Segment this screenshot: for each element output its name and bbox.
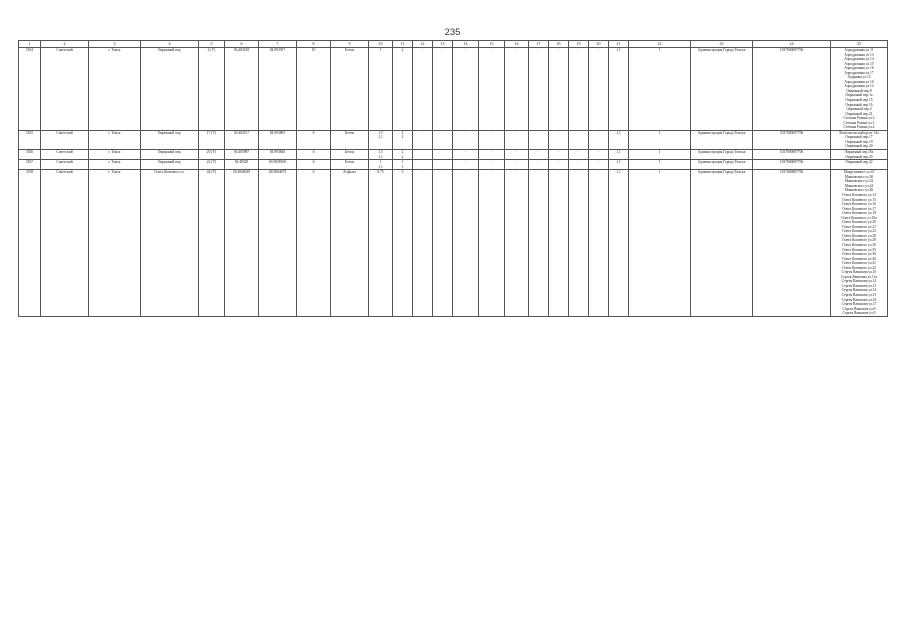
header-cell: 23 bbox=[691, 41, 753, 48]
table-cell: 2 2 bbox=[393, 150, 413, 160]
table-cell: г. Томск bbox=[89, 48, 141, 131]
table-cell: 2 bbox=[393, 48, 413, 131]
table-cell: Советский bbox=[41, 150, 89, 160]
table-cell: 1,5 1,1 bbox=[369, 150, 393, 160]
address-line: Олега Кошевого ул.30 bbox=[842, 242, 876, 247]
address-line: Степана Разина ул.2 bbox=[843, 116, 875, 121]
table-cell: - bbox=[433, 48, 453, 131]
header-cell: 16 bbox=[505, 41, 529, 48]
address-line: Сергея Вавилова ул.14 bbox=[841, 288, 877, 293]
table-cell: Овражный пер. bbox=[141, 160, 199, 170]
table-cell: 1,5 1,1 bbox=[369, 130, 393, 149]
address-line: Аэродромная ул.16 bbox=[844, 66, 874, 71]
address-line: Маяковского ул.30 bbox=[844, 174, 874, 179]
address-line: Сергея Вавилова ул.15 bbox=[841, 292, 877, 297]
table-cell-subvalue: 1 bbox=[401, 164, 404, 169]
table-cell: 84.993397 bbox=[259, 48, 297, 131]
table-cell: Бетон bbox=[331, 48, 369, 131]
table-cell: - bbox=[433, 170, 453, 317]
table-cell: 84.993846 bbox=[259, 150, 297, 160]
table-cell: 1037000087706 bbox=[753, 160, 831, 170]
address-line: Сергея Вавилова ул.16 bbox=[841, 297, 877, 302]
header-cell: 5 bbox=[199, 41, 225, 48]
table-cell: - bbox=[505, 48, 529, 131]
table-cell: 6 bbox=[297, 170, 331, 317]
address-line: Аэродромная ул.12 bbox=[844, 84, 874, 89]
table-cell: - bbox=[505, 170, 529, 317]
table-cell: - bbox=[549, 130, 569, 149]
address-line: Маяковского ул.32 bbox=[844, 179, 874, 184]
header-cell: 10 bbox=[369, 41, 393, 48]
address-line: Овражный пер.16 bbox=[845, 102, 873, 107]
table-cell: Бетон bbox=[331, 130, 369, 149]
table-cell: 1 bbox=[629, 130, 691, 149]
address-line: Овражный пер.22 bbox=[845, 160, 873, 165]
table-cell: 1037000087706 bbox=[753, 170, 831, 317]
table-cell-subvalue: 2 bbox=[401, 154, 404, 159]
table-cell: - bbox=[505, 150, 529, 160]
header-cell: 1 bbox=[19, 41, 41, 48]
table-cell bbox=[413, 160, 433, 170]
address-line: Аэродромная ул.14 bbox=[844, 57, 874, 62]
address-line: Олега Кошевого ул.15 bbox=[842, 197, 876, 202]
address-line: Степана Разина ул.3 bbox=[843, 120, 875, 125]
table-cell: г. Томск bbox=[89, 150, 141, 160]
address-list-cell bbox=[831, 160, 888, 170]
table-cell: Администрация Города Томска bbox=[691, 160, 753, 170]
table-cell bbox=[433, 160, 453, 170]
table-cell: Овражный пер. bbox=[141, 150, 199, 160]
table-cell: 1,1 bbox=[609, 48, 629, 131]
table-cell: - bbox=[589, 48, 609, 131]
table-cell: 3 bbox=[393, 170, 413, 317]
address-line: Овражный пер.21 bbox=[845, 111, 873, 116]
table-cell: - bbox=[479, 160, 505, 170]
address-line: Сергея Вавилова ул.8 bbox=[842, 306, 876, 311]
table-cell: - bbox=[529, 48, 549, 131]
table-cell: Администрация Города Томска bbox=[691, 170, 753, 317]
table-cell: Советский bbox=[41, 160, 89, 170]
address-line: Олега Кошевого ул.35 bbox=[842, 247, 876, 252]
table-cell: - bbox=[453, 150, 479, 160]
table-cell: - bbox=[413, 48, 433, 131]
table-cell: - bbox=[479, 150, 505, 160]
table-cell: 1 bbox=[629, 48, 691, 131]
table-cell: 1 1,1 bbox=[369, 160, 393, 170]
address-line: Олега Кошевого ул.14 bbox=[842, 192, 876, 197]
address-line: Ударника ул.15 bbox=[847, 75, 871, 80]
header-cell: 25 bbox=[831, 41, 888, 48]
table-cell: - bbox=[529, 160, 549, 170]
table-cell: - bbox=[453, 48, 479, 131]
table-cell: - bbox=[589, 150, 609, 160]
table-cell-subvalue: 1,1 bbox=[378, 135, 383, 140]
address-line: Олега Кошевого ул.16 bbox=[842, 202, 876, 207]
address-line: Сергея Вавилова ул.11а bbox=[840, 274, 878, 279]
address-line: Олега Кошевого ул.36 bbox=[842, 252, 876, 257]
table-cell: - bbox=[433, 130, 453, 149]
table-cell: 1037000087706 bbox=[753, 130, 831, 149]
table-cell: - bbox=[549, 160, 569, 170]
header-cell: 24 bbox=[753, 41, 831, 48]
table-cell: - bbox=[413, 170, 433, 317]
table-cell: - bbox=[529, 130, 549, 149]
table-cell: 56.484517 bbox=[225, 130, 259, 149]
address-line: Овражный пер.17 bbox=[845, 135, 873, 140]
table-cell: 44 (У) bbox=[199, 170, 225, 317]
header-cell: 7 bbox=[259, 41, 297, 48]
address-line: Овражный пер.15 bbox=[845, 98, 873, 103]
table-cell: 1037000087706 bbox=[753, 150, 831, 160]
table-cell: 1 bbox=[629, 150, 691, 160]
header-cell: 19 bbox=[569, 41, 589, 48]
table-cell: - bbox=[589, 170, 609, 317]
header-cell: 22 bbox=[629, 41, 691, 48]
table-cell: Советский bbox=[41, 170, 89, 317]
address-line: Овражный пер.20 bbox=[845, 154, 873, 159]
address-line: Сергея Вавилова ул.12 bbox=[841, 279, 877, 284]
address-line: Олега Кошевого ул.19 bbox=[842, 211, 876, 216]
table-cell: Советский bbox=[41, 130, 89, 149]
header-cell: 17 bbox=[529, 41, 549, 48]
table-cell: 3537 bbox=[19, 160, 41, 170]
table-cell: 3535 bbox=[19, 130, 41, 149]
address-line: Олега Кошевого ул.22 bbox=[842, 229, 876, 234]
table-row bbox=[19, 130, 888, 149]
table-cell: 17 (У) bbox=[199, 130, 225, 149]
header-cell: 12 bbox=[413, 41, 433, 48]
address-line: Маяковского ул.34 bbox=[844, 183, 874, 188]
header-cell: 4 bbox=[141, 41, 199, 48]
table-cell: 6 bbox=[297, 160, 331, 170]
table-cell: 6 bbox=[297, 150, 331, 160]
table-cell: 1 1 bbox=[393, 160, 413, 170]
table-cell: - bbox=[569, 130, 589, 149]
table-cell: 6 bbox=[297, 130, 331, 149]
table-cell: Асфальт bbox=[331, 170, 369, 317]
table-cell: 84.993805 bbox=[259, 130, 297, 149]
table-cell-subvalue: 1,1 bbox=[378, 154, 383, 159]
address-line: Овражный пер.1а bbox=[845, 93, 873, 98]
table-cell: 3536 bbox=[19, 150, 41, 160]
table-cell: - bbox=[549, 48, 569, 131]
header-cell: 8 bbox=[297, 41, 331, 48]
table-cell: - bbox=[529, 170, 549, 317]
header-cell: 18 bbox=[549, 41, 569, 48]
table-cell bbox=[413, 150, 433, 160]
table-cell: - bbox=[479, 48, 505, 131]
address-line: Олега Кошевого ул.21 bbox=[842, 224, 876, 229]
address-line: Комсомольский пр-кт 14а bbox=[839, 130, 879, 135]
table-cell: Бетон bbox=[331, 160, 369, 170]
address-list-cell bbox=[831, 130, 888, 149]
address-line: Олега Кошевого ул.19а bbox=[841, 215, 877, 220]
table-cell: - bbox=[549, 170, 569, 317]
table-cell: 1 bbox=[629, 170, 691, 317]
table-cell: 1,1 bbox=[609, 150, 629, 160]
table-cell: 0,75 bbox=[369, 170, 393, 317]
table-cell: 5 bbox=[369, 48, 393, 131]
table-cell: г. Томск bbox=[89, 130, 141, 149]
address-line: Сергея Вавилова ул.10 bbox=[841, 270, 877, 275]
table-cell: 1 bbox=[629, 160, 691, 170]
table-cell: - bbox=[569, 48, 589, 131]
table-cell-subvalue: 1,1 bbox=[378, 164, 383, 169]
address-line: Сергея Вавилова ул.17 bbox=[841, 302, 877, 307]
page-number: 235 bbox=[444, 27, 461, 38]
table-cell: - bbox=[529, 150, 549, 160]
table-cell: - bbox=[589, 130, 609, 149]
table-cell: - bbox=[479, 170, 505, 317]
table-cell: - bbox=[505, 130, 529, 149]
table-cell: - bbox=[549, 150, 569, 160]
address-line: Овражный пер.19 bbox=[845, 139, 873, 144]
table-cell: 56.483987 bbox=[225, 150, 259, 160]
table-cell: - bbox=[453, 130, 479, 149]
address-line: Аэродромная ул.13 bbox=[844, 52, 874, 57]
address-line: Аэродромная ул.15 bbox=[844, 61, 874, 66]
address-list-cell bbox=[831, 48, 888, 131]
table-cell: - bbox=[589, 160, 609, 170]
table-cell: 1037000087706 bbox=[753, 48, 831, 131]
table-cell: Бетон bbox=[331, 150, 369, 160]
table-cell: 84.9838108 bbox=[259, 160, 297, 170]
header-row bbox=[19, 41, 888, 48]
table-cell: Администрация Города Томска bbox=[691, 48, 753, 131]
header-cell: 14 bbox=[453, 41, 479, 48]
table-cell: - bbox=[569, 170, 589, 317]
header-cell: 13 bbox=[433, 41, 453, 48]
address-line: Олега Кошевого ул.29 bbox=[842, 238, 876, 243]
table-cell: 3538 bbox=[19, 170, 41, 317]
address-line: Маяковского ул.36 bbox=[844, 188, 874, 193]
address-line: Олега Кошевого ул.20 bbox=[842, 220, 876, 225]
table-cell: - bbox=[413, 130, 433, 149]
table-cell-subvalue: 2 bbox=[401, 135, 404, 140]
table-cell: 56.4846039 bbox=[225, 170, 259, 317]
address-line: Аэродромная ул.11 bbox=[844, 48, 874, 52]
table-cell: 3534 bbox=[19, 48, 41, 131]
table-cell: - bbox=[569, 160, 589, 170]
address-line: Олега Кошевого ул.41 bbox=[842, 261, 876, 266]
address-line: Олега Кошевого ул.17 bbox=[842, 206, 876, 211]
table-cell: Овражный пер. bbox=[141, 48, 199, 131]
address-list-cell bbox=[831, 150, 888, 160]
table-cell: 84.9604679 bbox=[259, 170, 297, 317]
table-cell: - bbox=[479, 130, 505, 149]
table-cell: 2 (У) bbox=[199, 48, 225, 131]
address-line: Сергея Вавилова ул.13 bbox=[841, 283, 877, 288]
table-cell: Олега Кошевого ул. bbox=[141, 170, 199, 317]
table-cell: Администрация Города Томска bbox=[691, 150, 753, 160]
table-row bbox=[19, 150, 888, 160]
header-cell: 20 bbox=[589, 41, 609, 48]
header-cell: 11 bbox=[393, 41, 413, 48]
table-cell: 56.484318 bbox=[225, 48, 259, 131]
address-list-cell bbox=[831, 170, 888, 317]
table-cell: - bbox=[569, 150, 589, 160]
table-cell: 1,1 bbox=[609, 170, 629, 317]
address-line: Овражный пер.8 bbox=[846, 88, 872, 93]
address-line: Олега Кошевого ул.40 bbox=[842, 256, 876, 261]
table-cell: 1,1 bbox=[609, 130, 629, 149]
header-cell: 2 bbox=[41, 41, 89, 48]
table-cell: г. Томск bbox=[89, 170, 141, 317]
address-line: Сергея Вавилова ул.9 bbox=[842, 311, 876, 316]
table-cell: 20 (У) bbox=[199, 150, 225, 160]
address-line: Олега Кошевого ул.28 bbox=[842, 233, 876, 238]
header-cell: 21 bbox=[609, 41, 629, 48]
address-line: Овражный пер.2 bbox=[846, 107, 872, 112]
table-cell: 10 bbox=[297, 48, 331, 131]
table-cell: 56.48329 bbox=[225, 160, 259, 170]
table-cell: - bbox=[505, 160, 529, 170]
address-line: Овражный пер.16а bbox=[844, 150, 874, 155]
address-line: Степана Разина ул.4 bbox=[843, 125, 875, 130]
address-line: Овражный пер.20 bbox=[845, 144, 873, 149]
table-cell: 1,1 bbox=[609, 160, 629, 170]
table-cell: г. Томск bbox=[89, 160, 141, 170]
table-cell: Советский bbox=[41, 48, 89, 131]
table-cell: Администрация Города Томска bbox=[691, 130, 753, 149]
table-cell: 2 2 bbox=[393, 130, 413, 149]
table-cell: - bbox=[453, 170, 479, 317]
header-cell: 15 bbox=[479, 41, 505, 48]
table-row bbox=[19, 48, 888, 131]
registry-table bbox=[18, 40, 888, 317]
table-cell bbox=[433, 150, 453, 160]
header-cell: 9 bbox=[331, 41, 369, 48]
table-row bbox=[19, 170, 888, 317]
address-line: Мокрушиного ул.41 bbox=[843, 170, 875, 175]
table-cell: - bbox=[453, 160, 479, 170]
table-cell: Овражный пер. bbox=[141, 130, 199, 149]
header-cell: 3 bbox=[89, 41, 141, 48]
address-line: Аэродромная ул.10 bbox=[844, 79, 874, 84]
table-cell: 22 (У) bbox=[199, 160, 225, 170]
address-line: Аэродромная ул.17 bbox=[844, 70, 874, 75]
address-line: Олега Кошевого ул.42 bbox=[842, 265, 876, 270]
header-cell: 6 bbox=[225, 41, 259, 48]
table-row bbox=[19, 160, 888, 170]
